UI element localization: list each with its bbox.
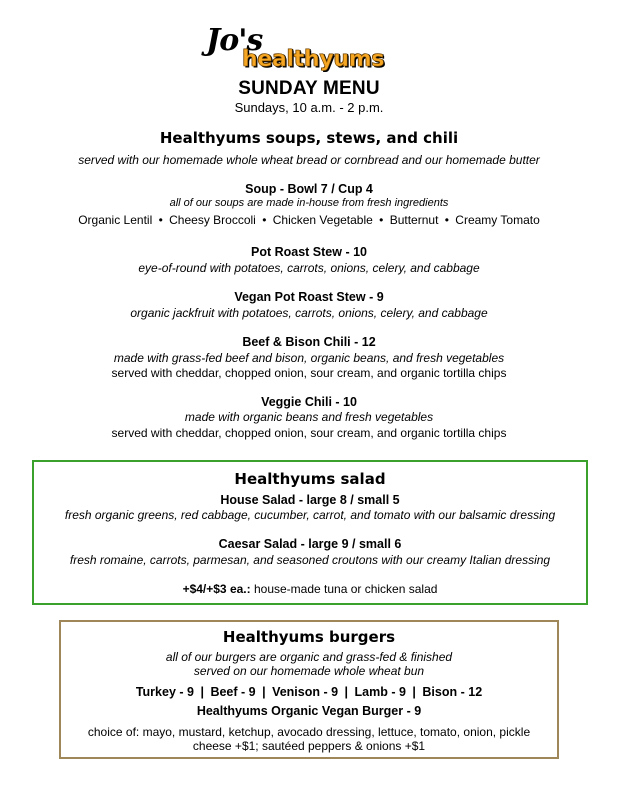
veggie-chili-title: Veggie Chili - 10	[261, 395, 357, 409]
bullet-separator: •	[444, 213, 449, 227]
burger-option: Bison - 12	[422, 685, 483, 699]
burger-option: Lamb - 9	[354, 685, 406, 699]
bullet-separator: •	[158, 213, 163, 227]
soup-variety: Cheesy Broccoli	[169, 213, 256, 227]
soup-variety: Chicken Vegetable	[272, 213, 373, 227]
burger-options	[61, 685, 557, 699]
burgers-section	[59, 620, 559, 759]
burger-option: Turkey - 9	[135, 685, 194, 699]
soup-variety: Organic Lentil	[78, 213, 153, 227]
salad-addon-text: house-made tuna or chicken salad	[253, 582, 438, 596]
burger-option: Beef - 9	[210, 685, 256, 699]
burgers-note-2: served on our homemade whole wheat bun	[193, 664, 425, 678]
burger-choices-1: choice of: mayo, mustard, ketchup, avocado dressing, lettuce, tomato, onion, pickle	[87, 725, 531, 739]
bullet-separator: •	[379, 213, 384, 227]
soup-note: all of our soups are made in-house from fresh ingredients	[169, 197, 449, 209]
beef-chili-title: Beef & Bison Chili - 12	[242, 335, 376, 349]
salad-section	[32, 460, 588, 605]
pot-roast-desc: eye-of-round with potatoes, carrots, onions, celery, and cabbage	[138, 261, 480, 275]
logo-script: Jo's	[206, 23, 263, 58]
vegan-pot-roast-title: Vegan Pot Roast Stew - 9	[234, 290, 384, 304]
burgers-section-title: Healthyums burgers	[222, 628, 396, 646]
logo-brand: healthyums	[242, 47, 385, 72]
soup-variety: Butternut	[389, 213, 439, 227]
pot-roast-title: Pot Roast Stew - 10	[251, 245, 367, 259]
pipe-separator: |	[200, 685, 204, 699]
beef-chili-served: served with cheddar, chopped onion, sour cream, and organic tortilla chips	[111, 366, 507, 380]
burger-choices-2: cheese +$1; sautéed peppers & onions +$1	[192, 739, 426, 753]
vegan-burger: Healthyums Organic Vegan Burger - 9	[196, 704, 422, 718]
soup-varieties	[0, 213, 618, 227]
beef-chili-desc: made with grass-fed beef and bison, organic beans, and fresh vegetables	[113, 351, 505, 365]
burger-option: Venison - 9	[272, 685, 339, 699]
vegan-pot-roast-desc: organic jackfruit with potatoes, carrots, onions, celery, and cabbage	[130, 306, 488, 320]
veggie-chili-desc: made with organic beans and fresh vegetables	[184, 410, 434, 424]
menu-hours: Sundays, 10 a.m. - 2 p.m.	[234, 100, 384, 115]
soup-variety: Creamy Tomato	[455, 213, 540, 227]
soup-title: Soup - Bowl 7 / Cup 4	[245, 182, 373, 196]
salad-section-title: Healthyums salad	[234, 470, 386, 488]
soups-section-title: Healthyums soups, stews, and chili	[159, 129, 459, 147]
salad-addon-price: +$4/+$3 ea.:	[182, 582, 251, 596]
veggie-chili-served: served with cheddar, chopped onion, sour cream, and organic tortilla chips	[111, 426, 507, 440]
menu-title: SUNDAY MENU	[238, 78, 380, 99]
burgers-note-1: all of our burgers are organic and grass-fed & finished	[165, 650, 453, 664]
caesar-salad-title: Caesar Salad - large 9 / small 6	[218, 537, 402, 551]
house-salad-desc: fresh organic greens, red cabbage, cucumber, carrot, and tomato with our balsamic dressing	[64, 508, 556, 522]
bullet-separator: •	[262, 213, 267, 227]
pipe-separator: |	[412, 685, 416, 699]
logo	[206, 23, 396, 76]
caesar-salad-desc: fresh romaine, carrots, parmesan, and seasoned croutons with our creamy Italian dressing	[69, 553, 551, 567]
salad-addon	[34, 582, 586, 596]
pipe-separator: |	[262, 685, 266, 699]
pipe-separator: |	[344, 685, 349, 699]
house-salad-title: House Salad - large 8 / small 5	[220, 493, 400, 507]
soups-section-subtitle: served with our homemade whole wheat bread or cornbread and our homemade butter	[78, 153, 540, 167]
